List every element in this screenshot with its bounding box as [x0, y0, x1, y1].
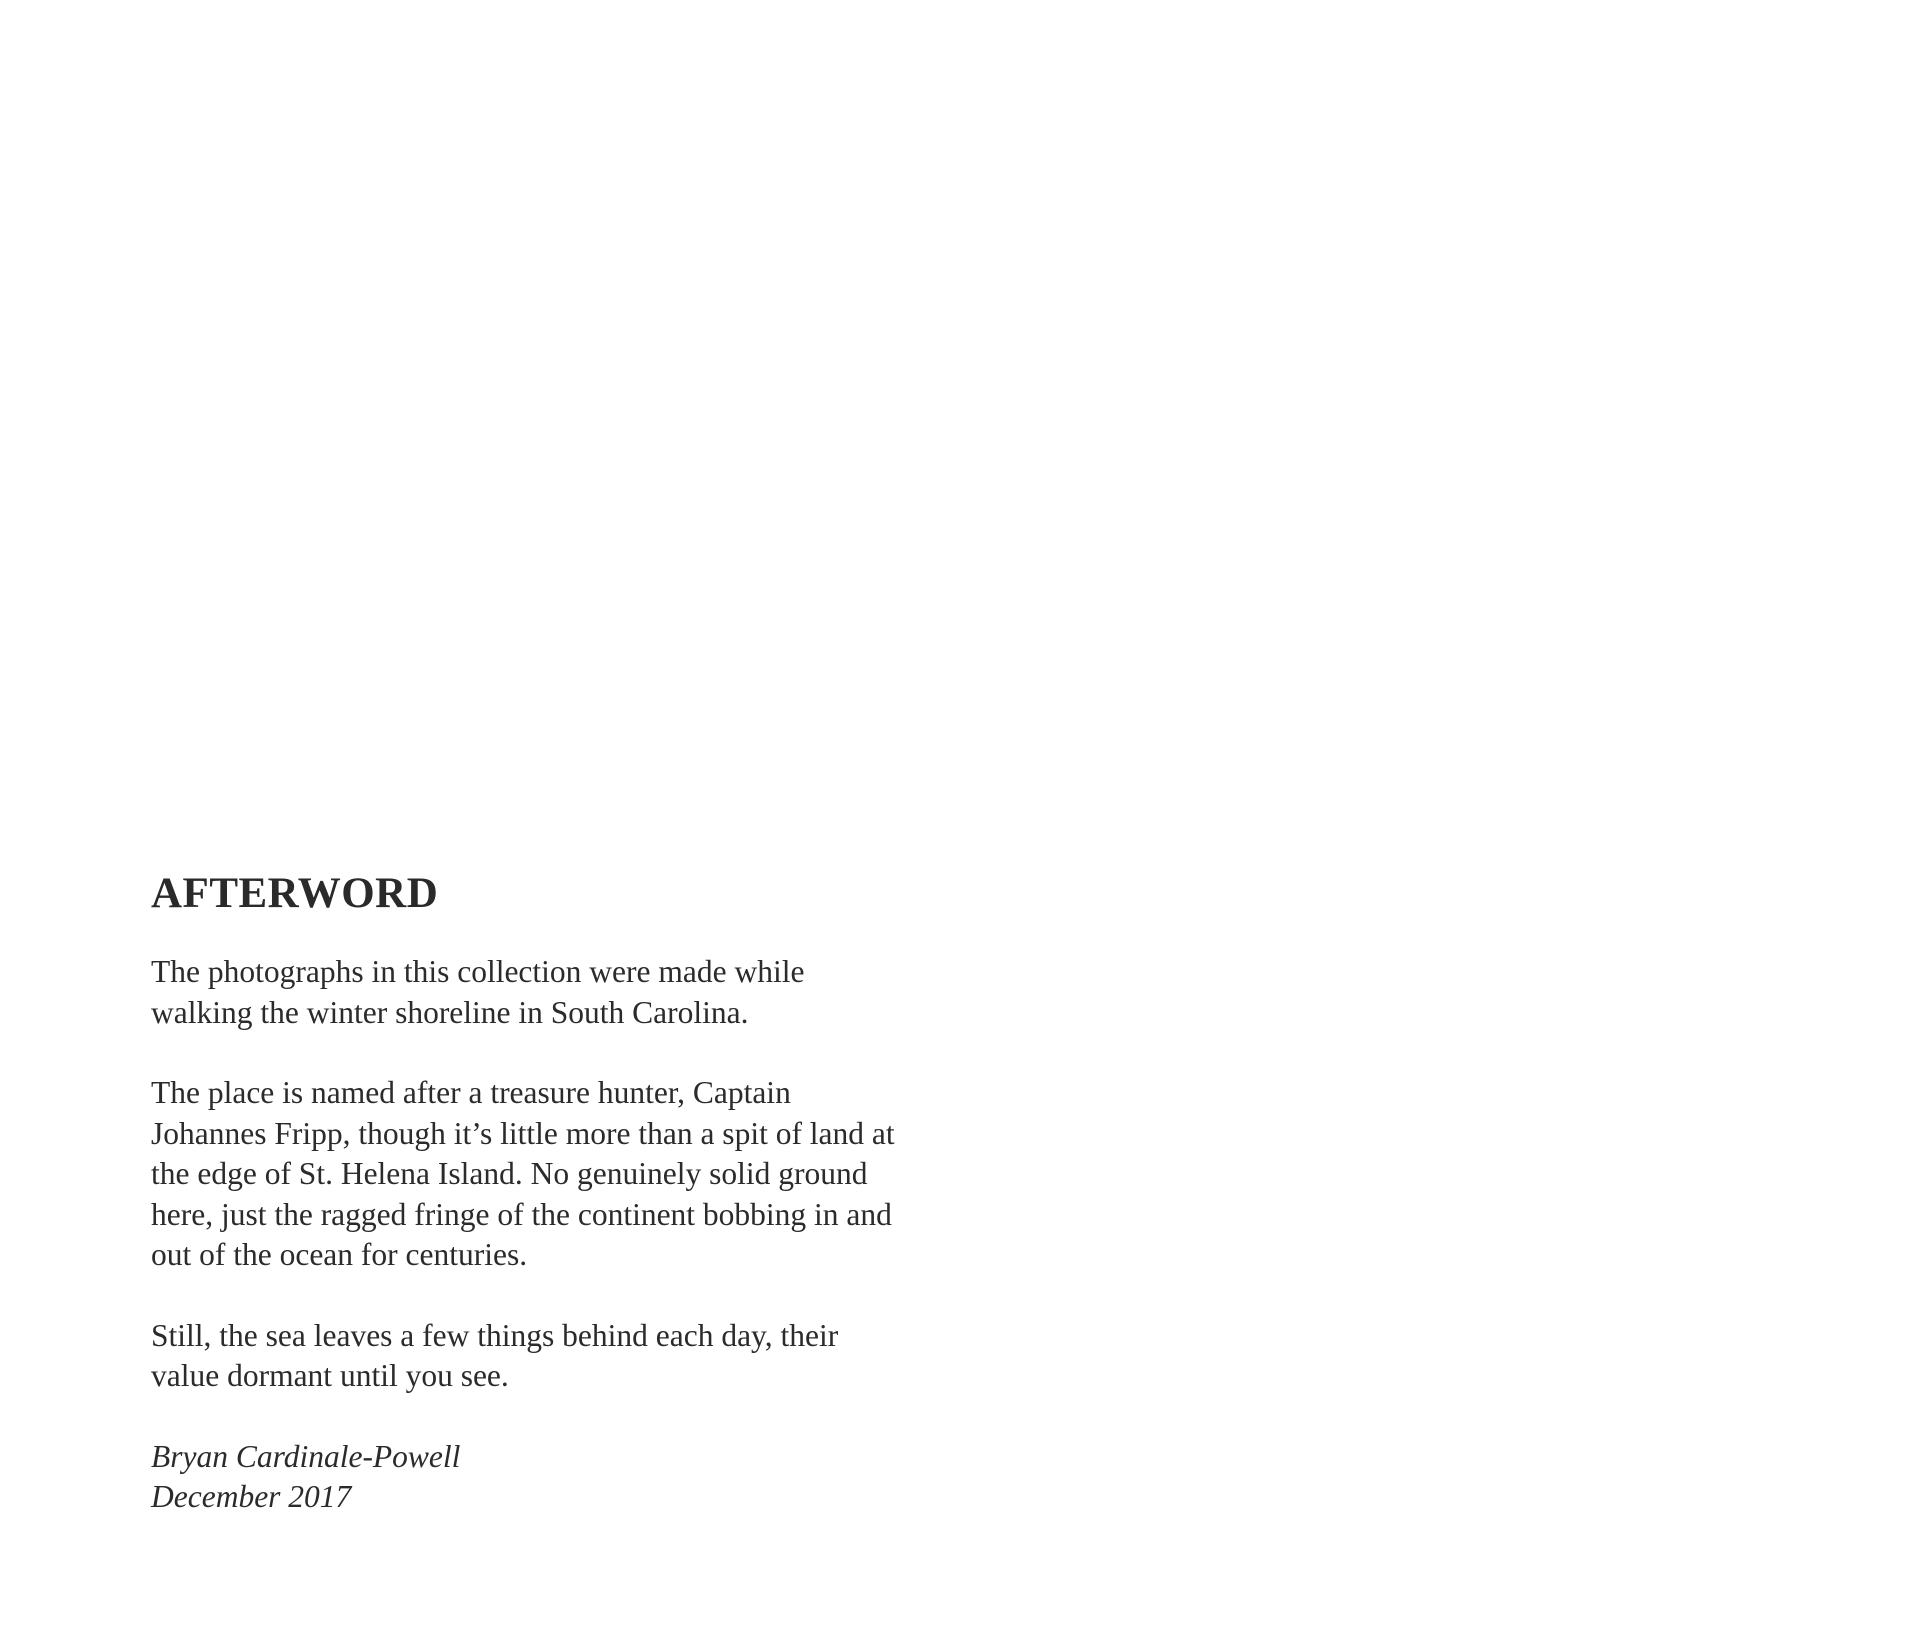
- text-line: The photographs in this collection were made while: [151, 954, 805, 989]
- afterword-section: [151, 868, 971, 1517]
- text-line: Johannes Fripp, though it’s little more than a spit of land at: [151, 1115, 895, 1151]
- text-line: Still, the sea leaves a few things behind each day, their: [151, 1317, 839, 1353]
- text-line: value dormant until you see.: [151, 1358, 509, 1393]
- signature-date: December 2017: [151, 1478, 352, 1514]
- text-line: The place is named after a treasure hunter, Captain: [151, 1075, 791, 1110]
- text-line: the edge of St. Helena Island. No genuinely solid ground: [151, 1156, 868, 1191]
- author-name: Bryan Cardinale-Powell: [151, 1438, 461, 1474]
- page-title: AFTERWORD: [151, 870, 439, 917]
- paragraph-3: [151, 1316, 971, 1397]
- paragraph-2: [151, 1073, 971, 1276]
- text-line: out of the ocean for centuries.: [151, 1237, 528, 1272]
- text-line: here, just the ragged fringe of the continent bobbing in and: [151, 1196, 892, 1232]
- signature: [151, 1437, 971, 1517]
- paragraph-1: [151, 952, 971, 1033]
- text-line: walking the winter shoreline in South Carolina.: [151, 994, 749, 1030]
